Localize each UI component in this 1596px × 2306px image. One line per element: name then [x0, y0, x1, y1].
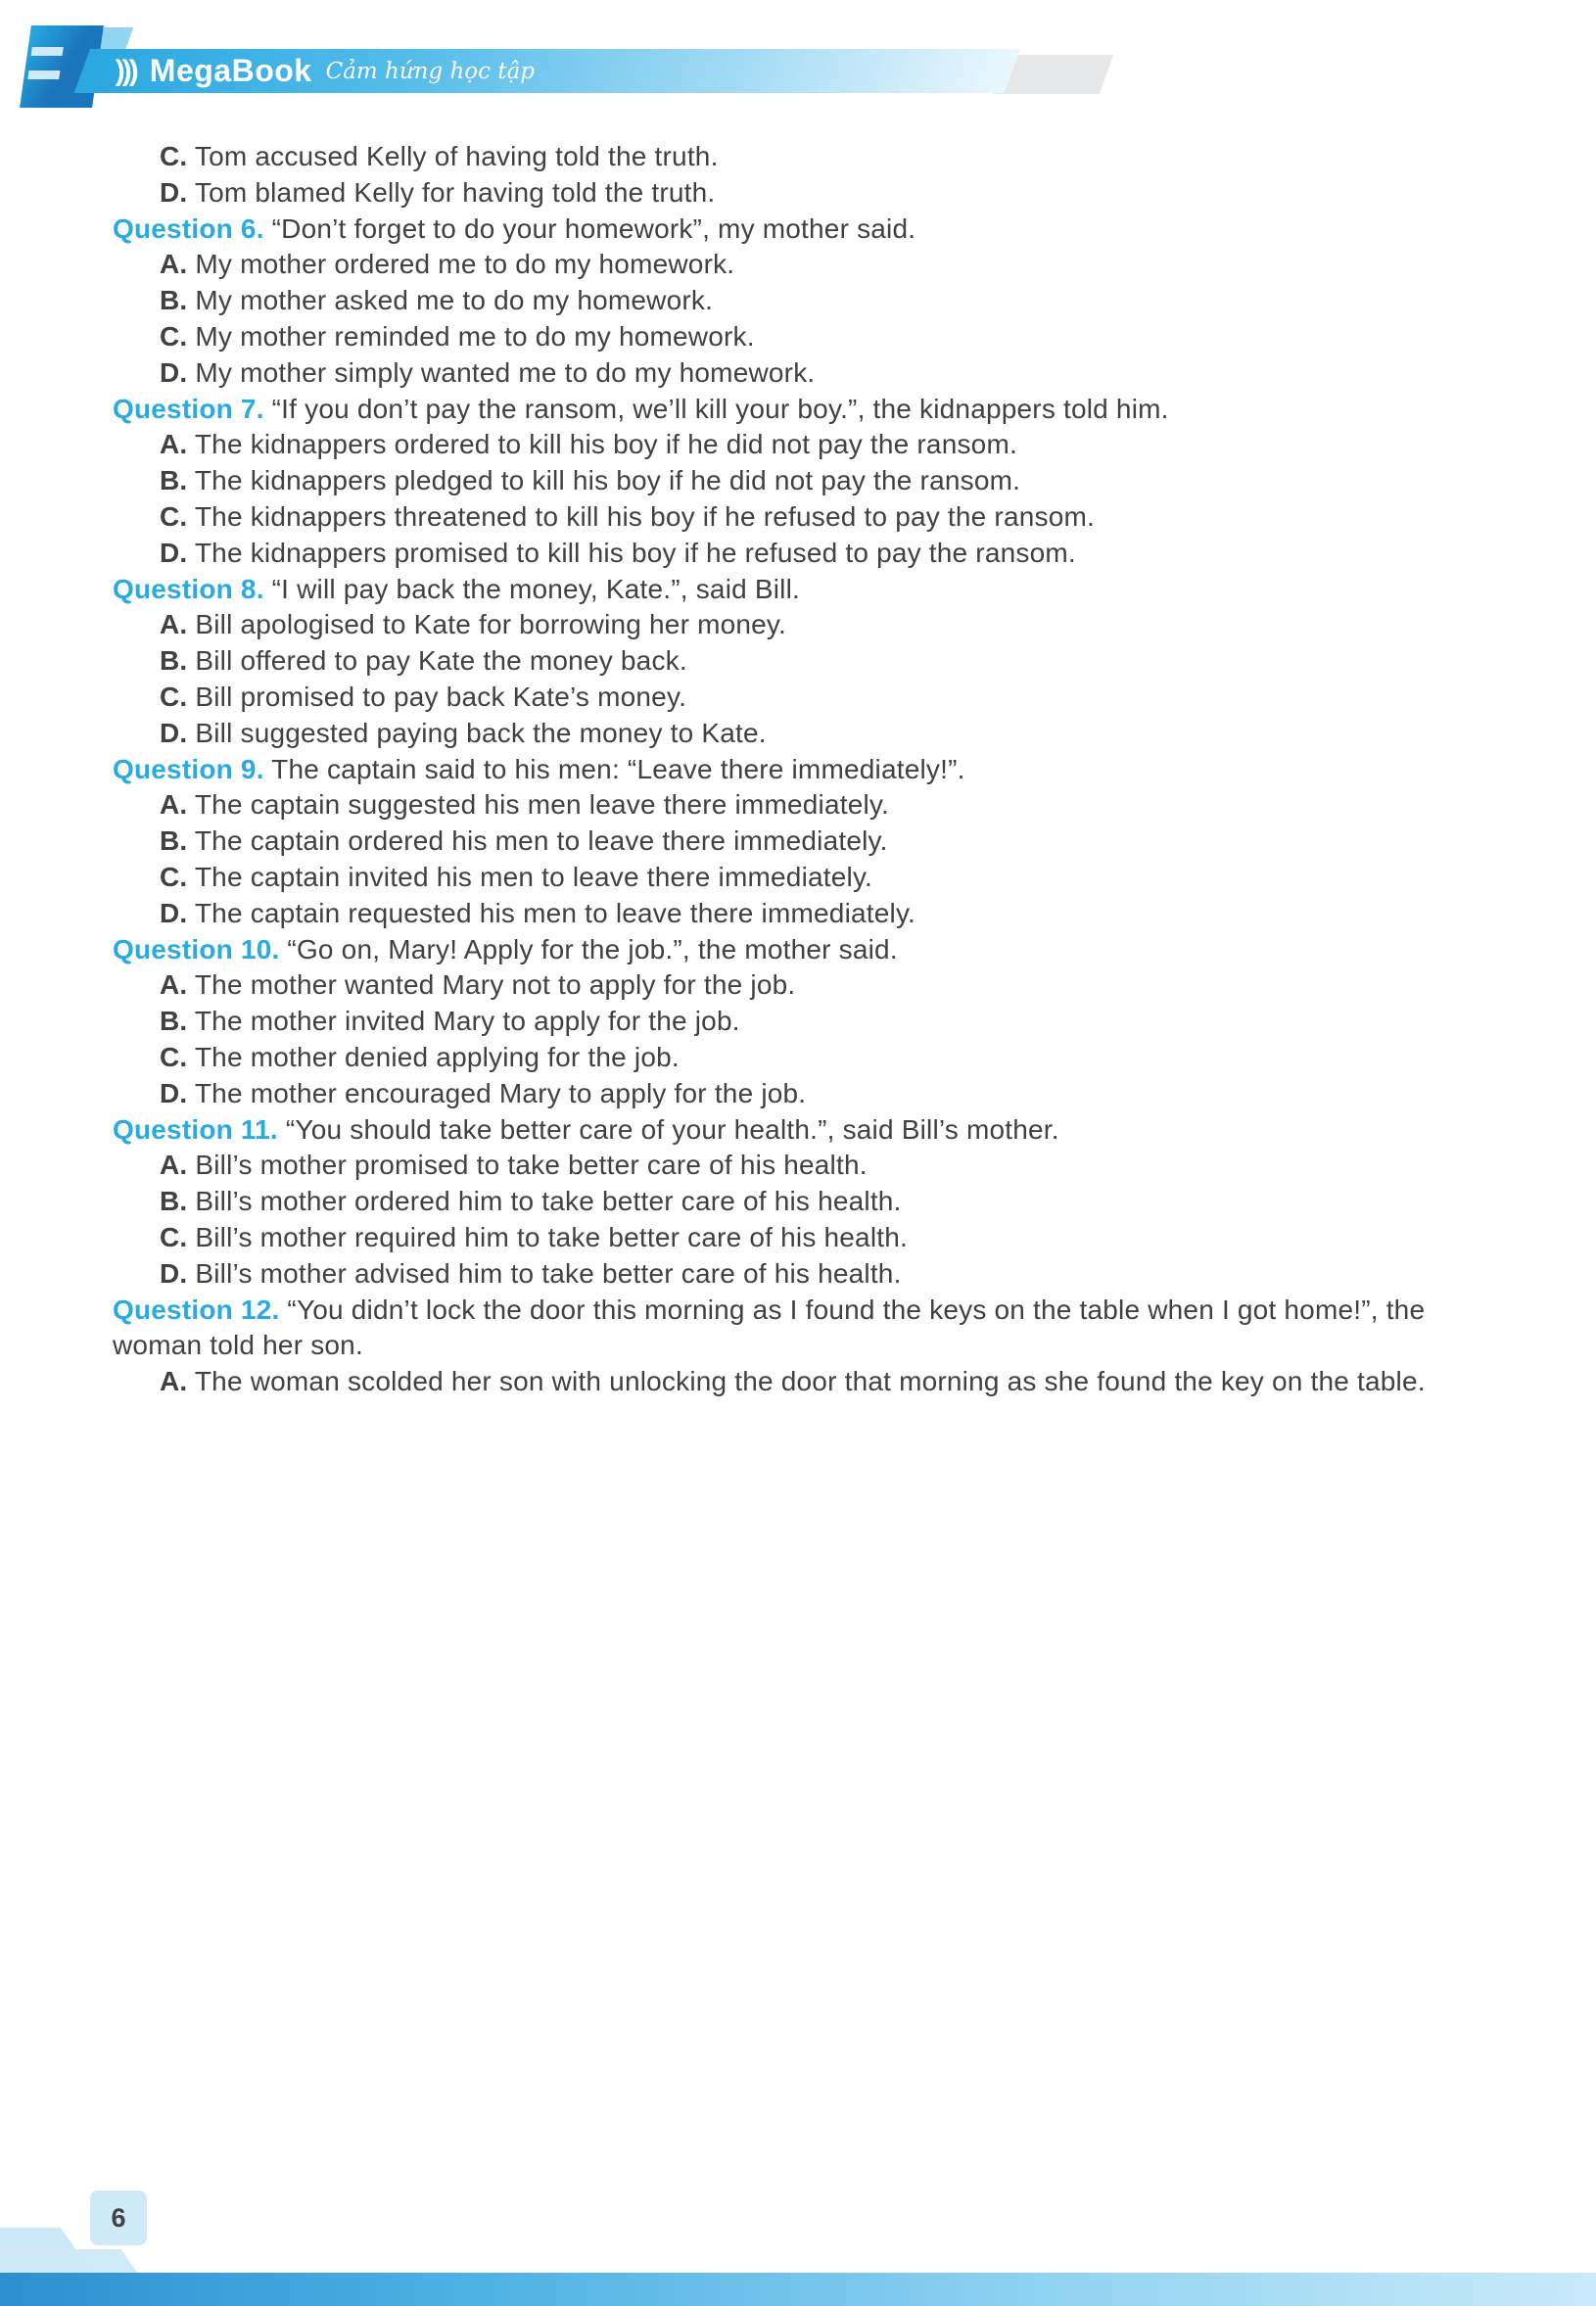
option-text: The kidnappers pledged to kill his boy if he did not pay the ransom. [187, 465, 1021, 496]
question-prompt [113, 212, 1483, 248]
question-prompt [113, 752, 1483, 788]
option-letter: C. [160, 500, 188, 532]
answer-option [113, 896, 1483, 932]
question-text: “You didn’t lock the door this morning as I found the keys on the table when I got home!”, the woman told her son. [113, 1294, 1426, 1361]
option-text: Bill apologised to Kate for borrowing her money. [187, 609, 787, 640]
option-letter: A. [160, 1366, 188, 1397]
option-text: My mother ordered me to do my homework. [187, 249, 735, 280]
page-number-badge [90, 2190, 147, 2245]
option-letter: D. [160, 1077, 188, 1108]
brand-tagline: Cảm hứng học tập [325, 58, 536, 84]
question-text: “If you don’t pay the ransom, we’ll kill your boy.”, the kidnappers told him. [263, 393, 1169, 424]
question-label: Question 8. [113, 573, 264, 604]
option-letter: B. [160, 1186, 188, 1217]
question-label: Question 9. [113, 753, 264, 784]
answer-option [113, 824, 1483, 860]
option-letter: B. [160, 645, 188, 677]
question-prompt [113, 392, 1483, 428]
answer-option [113, 680, 1483, 716]
answer-option [113, 427, 1483, 463]
megabook-logo-icon: ))) [115, 54, 136, 87]
option-letter: C. [160, 1041, 188, 1072]
option-text: The mother invited Mary to apply for the job. [187, 1006, 740, 1037]
option-text: Bill’s mother ordered him to take better care of his health. [187, 1186, 902, 1217]
answer-option [113, 355, 1483, 392]
option-letter: D. [160, 176, 188, 208]
option-letter: D. [160, 356, 188, 388]
footer-accent-shape [0, 2249, 137, 2273]
answer-option [113, 247, 1483, 283]
question-text: “You should take better care of your health.”, said Bill’s mother. [277, 1113, 1059, 1145]
option-letter: D. [160, 897, 188, 928]
option-letter: A. [160, 609, 188, 640]
option-text: Tom blamed Kelly for having told the truth. [187, 176, 716, 208]
answer-option [113, 283, 1483, 319]
answer-option [113, 787, 1483, 824]
option-text: Bill’s mother promised to take better care of his health. [187, 1150, 868, 1181]
option-text: The captain ordered his men to leave there immediately. [187, 825, 888, 857]
question-list [113, 139, 1483, 1400]
answer-option [113, 1076, 1483, 1112]
answer-option [113, 139, 1483, 175]
question-label: Question 12. [113, 1294, 280, 1325]
answer-option [113, 1256, 1483, 1293]
option-text: Bill offered to pay Kate the money back. [187, 645, 687, 677]
option-text: Bill’s mother required him to take better care of his health. [187, 1221, 908, 1252]
option-letter: A. [160, 1150, 188, 1181]
header-band-content [82, 49, 1012, 93]
option-text: My mother asked me to do my homework. [187, 285, 714, 316]
footer-bar [0, 2273, 1596, 2306]
option-letter: B. [160, 825, 188, 857]
answer-option [113, 319, 1483, 355]
option-text: My mother simply wanted me to do my homework. [187, 356, 816, 388]
question-text: “I will pay back the money, Kate.”, said Bill. [263, 573, 800, 604]
question-prompt [113, 1112, 1483, 1149]
option-letter: B. [160, 285, 188, 316]
option-letter: A. [160, 429, 188, 460]
answer-option [113, 1364, 1483, 1400]
option-text: The mother denied applying for the job. [187, 1041, 680, 1072]
page-number: 6 [111, 2202, 126, 2233]
answer-option [113, 607, 1483, 643]
answer-option [113, 1148, 1483, 1184]
option-letter: A. [160, 789, 188, 821]
option-text: The kidnappers threatened to kill his boy if he refused to pay the ransom. [187, 500, 1095, 532]
option-text: The captain requested his men to leave there immediately. [187, 897, 916, 928]
option-text: The captain invited his men to leave there immediately. [187, 861, 873, 892]
question-prompt [113, 572, 1483, 608]
question-label: Question 7. [113, 393, 264, 424]
page-header [0, 0, 1596, 137]
option-letter: D. [160, 1257, 188, 1289]
option-text: The kidnappers ordered to kill his boy if he did not pay the ransom. [187, 429, 1017, 460]
option-text: Bill’s mother advised him to take better care of his health. [187, 1257, 902, 1289]
header-band [74, 49, 1020, 93]
question-text: The captain said to his men: “Leave there immediately!”. [263, 753, 965, 784]
option-letter: C. [160, 141, 188, 171]
option-text: Bill promised to pay back Kate’s money. [187, 681, 687, 712]
option-letter: D. [160, 717, 188, 748]
answer-option [113, 643, 1483, 680]
answer-option [113, 463, 1483, 499]
question-label: Question 6. [113, 212, 264, 244]
option-letter: C. [160, 861, 188, 892]
answer-option [113, 860, 1483, 896]
option-letter: A. [160, 969, 188, 1001]
option-letter: B. [160, 1006, 188, 1037]
option-letter: B. [160, 465, 188, 496]
option-text: The kidnappers promised to kill his boy if he refused to pay the ransom. [187, 537, 1076, 568]
answer-option [113, 1184, 1483, 1220]
option-text: Tom accused Kelly of having told the truth. [187, 141, 719, 171]
answer-option [113, 716, 1483, 752]
answer-option [113, 1040, 1483, 1076]
option-text: The woman scolded her son with unlocking the door that morning as she found the key on the table. [187, 1366, 1426, 1397]
option-letter: D. [160, 537, 188, 568]
megabook-brand: MegaBook [149, 53, 312, 88]
option-text: Bill suggested paying back the money to Kate. [187, 717, 767, 748]
question-text: “Go on, Mary! Apply for the job.”, the mother said. [279, 933, 898, 965]
option-letter: C. [160, 1221, 188, 1252]
answer-option [113, 175, 1483, 212]
answer-option [113, 499, 1483, 536]
option-text: My mother reminded me to do my homework. [187, 320, 755, 352]
option-text: The captain suggested his men leave there immediately. [187, 789, 889, 821]
answer-option [113, 536, 1483, 572]
question-label: Question 11. [113, 1113, 278, 1145]
answer-option [113, 1220, 1483, 1256]
question-prompt [113, 1293, 1483, 1365]
option-text: The mother encouraged Mary to apply for the job. [187, 1077, 807, 1108]
question-label: Question 10. [113, 933, 280, 965]
option-letter: C. [160, 681, 188, 712]
answer-option [113, 967, 1483, 1004]
option-letter: C. [160, 320, 188, 352]
answer-option [113, 1004, 1483, 1040]
option-text: The mother wanted Mary not to apply for the job. [187, 969, 796, 1001]
question-prompt [113, 932, 1483, 968]
option-letter: A. [160, 249, 188, 280]
question-text: “Don’t forget to do your homework”, my mother said. [263, 212, 916, 244]
